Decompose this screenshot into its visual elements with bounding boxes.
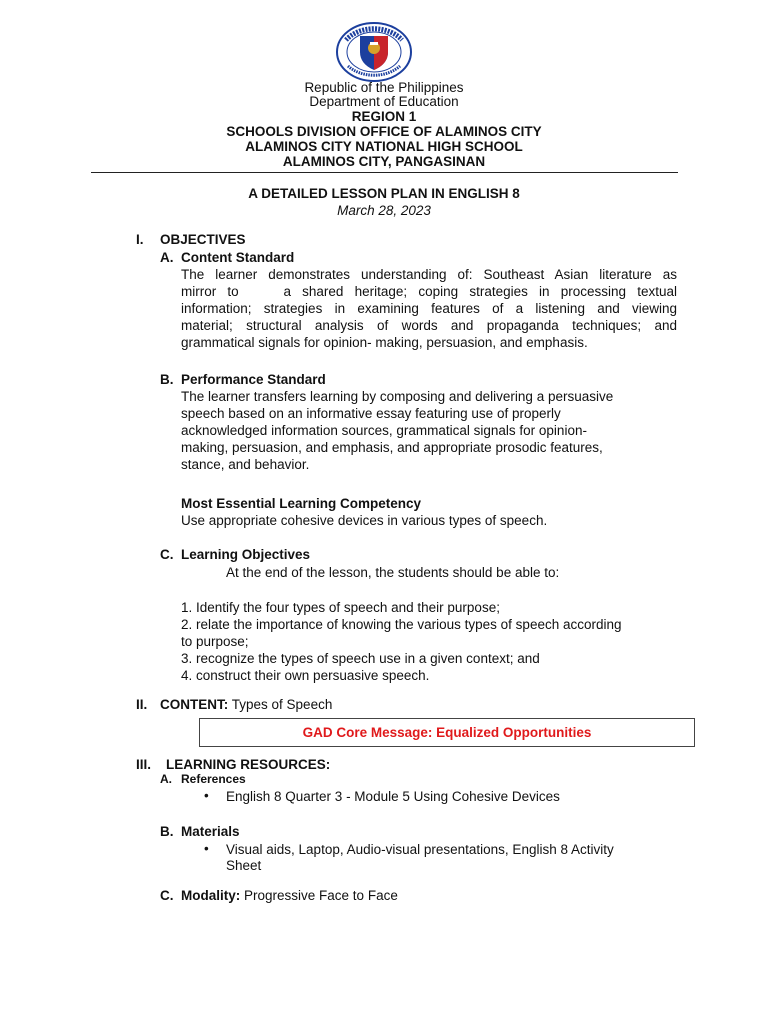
modality-value: Progressive Face to Face <box>244 888 398 903</box>
subsection-letter-modality: C. <box>160 888 174 903</box>
content-line <box>160 696 332 713</box>
materials-line-1: Visual aids, Laptop, Audio-visual presentations, English 8 Activity <box>226 842 614 857</box>
gad-message: GAD Core Message: Equalized Opportunities <box>302 725 592 740</box>
subsection-letter-performance-standard: B. <box>160 372 174 387</box>
bullet-icon: • <box>204 788 209 803</box>
deped-seal-logo <box>336 22 412 82</box>
section-number-resources: III. <box>136 757 152 772</box>
melc-heading: Most Essential Learning Competency <box>181 496 422 511</box>
subsection-heading-content-standard: Content Standard <box>181 250 295 265</box>
section-heading-resources: LEARNING RESOURCES: <box>166 757 331 772</box>
header-school: ALAMINOS CITY NATIONAL HIGH SCHOOL <box>245 139 523 154</box>
subsection-heading-materials: Materials <box>181 824 240 839</box>
header-divider <box>91 172 678 173</box>
learning-objectives-list: 1. Identify the four types of speech and their purpose; 2. relate the importance of knowing the various types of speech according to purpose; 3. recognize the types of speech use in a given context; and 4. construct their own persuasive speech. <box>181 600 622 683</box>
header-division: SCHOOLS DIVISION OFFICE OF ALAMINOS CITY <box>226 124 542 139</box>
subsection-letter-references: A. <box>160 772 172 786</box>
section-number-objectives: I. <box>136 232 144 247</box>
subsection-letter-learning-objectives: C. <box>160 547 174 562</box>
reference-item: English 8 Quarter 3 - Module 5 Using Cohesive Devices <box>226 789 560 804</box>
content-label: CONTENT: <box>160 697 229 712</box>
materials-line-2: Sheet <box>226 858 262 873</box>
content-value: Types of Speech <box>231 697 333 712</box>
learning-objectives-intro: At the end of the lesson, the students should be able to: <box>226 565 560 580</box>
subsection-heading-learning-objectives: Learning Objectives <box>181 547 311 562</box>
modality-line <box>181 887 398 904</box>
subsection-heading-references: References <box>181 772 246 786</box>
bullet-icon: • <box>204 841 209 856</box>
document-date: March 28, 2023 <box>337 203 431 218</box>
section-number-content: II. <box>136 697 148 712</box>
content-standard-text: The learner demonstrates understanding of: Southeast Asian literature as mirror to a shared heritage; coping strategies in processing textual information; strategies in examining features of a listening and viewing material; structural analysis of words and propaganda techniques; and grammatical signals for opinion- making, persuasion, and emphasis. <box>181 267 677 350</box>
melc-text: Use appropriate cohesive devices in various types of speech. <box>181 513 548 528</box>
header-region: REGION 1 <box>351 109 417 124</box>
header-republic: Republic of the Philippines <box>304 80 464 95</box>
header-city: ALAMINOS CITY, PANGASINAN <box>282 154 486 169</box>
performance-standard-text: The learner transfers learning by composing and delivering a persuasive speech based on an informative essay featuring use of properly acknowledged information sources, grammatical signals for opinion- making, persuasion, and emphasis, and appropriate prosodic features, stance, and behavior. <box>181 389 614 472</box>
header-department: Department of Education <box>309 94 459 109</box>
modality-label: Modality: <box>181 888 241 903</box>
subsection-heading-performance-standard: Performance Standard <box>181 372 326 387</box>
document-title: A DETAILED LESSON PLAN IN ENGLISH 8 <box>248 186 520 201</box>
subsection-letter-content-standard: A. <box>160 250 174 265</box>
section-heading-objectives: OBJECTIVES <box>160 232 246 247</box>
gad-message-box <box>199 718 695 747</box>
subsection-letter-materials: B. <box>160 824 174 839</box>
